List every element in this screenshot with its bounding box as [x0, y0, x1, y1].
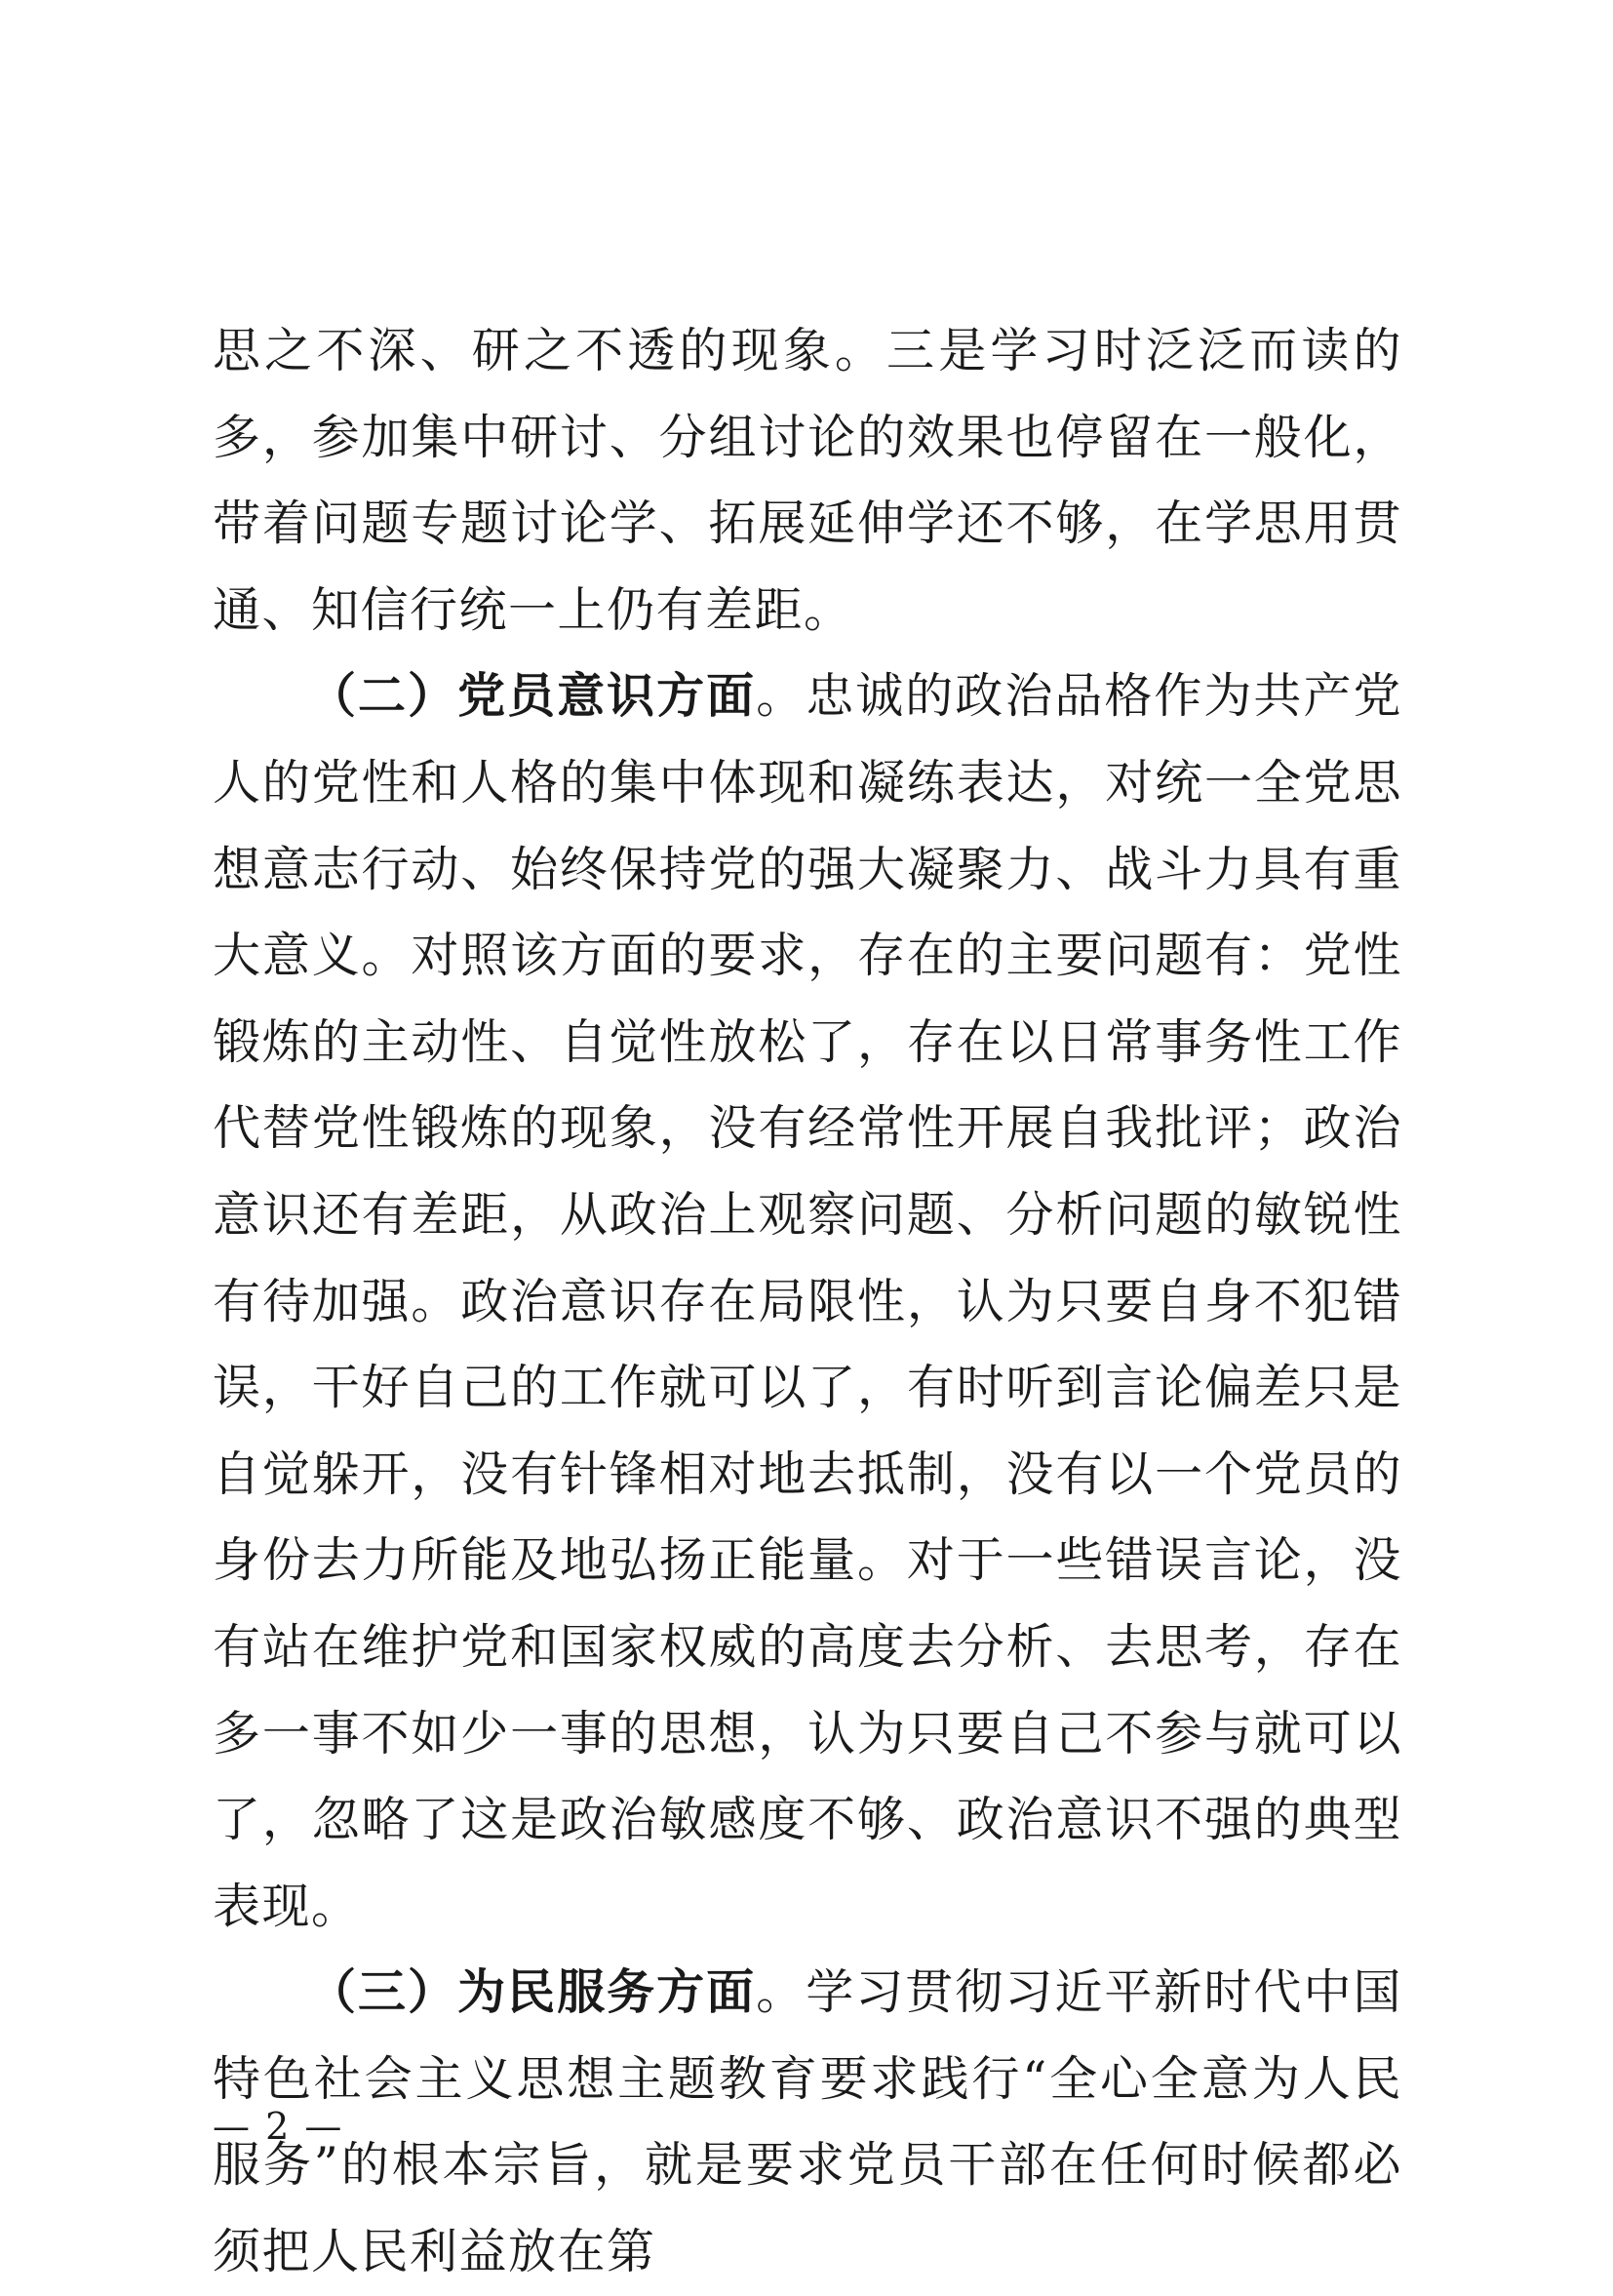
paragraph-continuation: [213, 308, 1402, 653]
page-number: — 2 —: [213, 2105, 344, 2148]
paragraph-2-text: 。忠诚的政治品格作为共产党人的党性和人格的集中体现和凝练表达，对统一全党思想意志行动、始终保持党的强大凝聚力、战斗力具有重大意义。对照该方面的要求，存在的主要问题有：党性锻炼的主动性、自觉性放松了，存在以日常事务性工作代替党性锻炼的现象，没有经常性开展自我批评；政治意识还有差距，从政治上观察问题、分析问题的敏锐性有待加强。政治意识存在局限性，认为只要自身不犯错误，干好自己的工作就可以了，有时听到言论偏差只是自觉躲开，没有针锋相对地去抵制，没有以一个党员的身份去力所能及地弘扬正能量。对于一些错误言论，没有站在维护党和国家权威的高度去分析、去思考，存在多一事不如少一事的思想，认为只要自己不参与就可以了，忽略了这是政治敏感度不够、政治意识不强的典型表现。: [213, 668, 1402, 1934]
section-heading-party-awareness: （二）党员意识方面: [308, 668, 757, 725]
paragraph-3-text: 。学习贯彻习近平新时代中国特色社会主义思想主题教育要求践行“全心全意为人民服务”的根本宗旨，就是要求党员干部在任何时候都必须把人民利益放在第: [213, 1964, 1402, 2280]
paragraph-1-text: 思之不深、研之不透的现象。三是学习时泛泛而读的多，参加集中研讨、分组讨论的效果也停留在一般化，带着问题专题讨论学、拓展延伸学还不够，在学思用贯通、知信行统一上仍有差距。: [213, 323, 1402, 638]
section-heading-serving-people: （三）为民服务方面: [308, 1964, 757, 2021]
paragraph-serving-people: [213, 1950, 1402, 2295]
paragraph-party-awareness: [213, 653, 1402, 1950]
body-text: [213, 308, 1402, 2296]
